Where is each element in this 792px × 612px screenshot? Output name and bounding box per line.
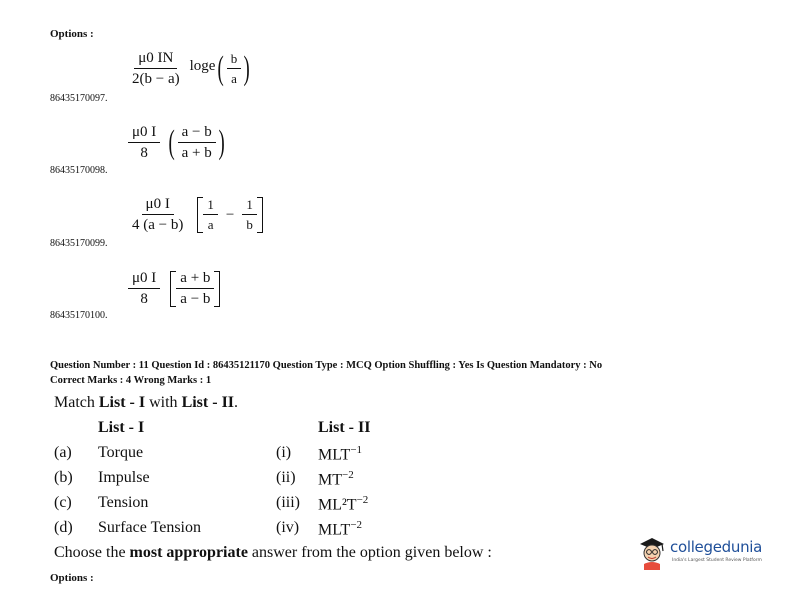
stem-text: Match — [54, 394, 99, 411]
stem-text: with — [145, 394, 182, 411]
right-paren: ) — [243, 50, 251, 87]
dim-base: MLT — [318, 446, 351, 464]
right-bracket — [214, 271, 220, 307]
choose-text: answer from the option given below : — [247, 544, 492, 561]
term-2-denominator: b — [246, 217, 253, 232]
inner-fraction — [227, 51, 242, 87]
numerator: μ0 I — [128, 270, 160, 289]
option-2-expression — [128, 124, 227, 162]
row-dimension — [318, 494, 368, 514]
fraction — [128, 124, 160, 162]
numerator: μ0 I — [142, 196, 174, 215]
row-label: (b) — [54, 469, 73, 486]
term-2-numerator: 1 — [242, 197, 257, 215]
right-paren: ) — [218, 124, 225, 161]
numerator: μ0 IN — [134, 50, 177, 69]
option-id: 86435170098. — [50, 165, 108, 176]
row-roman: (i) — [276, 444, 292, 461]
question-meta: Question Number : 11 Question Id : 86435121170 Question Type : MCQ Option Shuffling : Yes Is Question Mandatory : No — [50, 360, 603, 371]
option-id: 86435170099. — [50, 238, 108, 249]
term-1-fraction — [203, 197, 218, 233]
inner-fraction — [176, 270, 214, 308]
logo-tagline: India's Largest Student Review Platform — [672, 558, 762, 563]
row-label: (c) — [54, 494, 72, 511]
dim-exponent: −1 — [350, 444, 363, 456]
dim-base: ML²T — [318, 496, 357, 514]
inner-denominator: a − b — [180, 291, 211, 307]
row-item: Tension — [98, 494, 149, 511]
collegedunia-logo — [636, 532, 766, 572]
choose-text: Choose the — [54, 544, 130, 561]
row-item: Surface Tension — [98, 519, 201, 536]
options-label-bottom: Options : — [50, 572, 94, 584]
right-bracket — [257, 197, 263, 233]
logo-wordmark: collegedunia — [670, 538, 763, 556]
denominator: 8 — [140, 145, 148, 161]
inner-denominator: a — [231, 71, 237, 86]
fraction — [128, 196, 187, 234]
question-marks: Correct Marks : 4 Wrong Marks : 1 — [50, 375, 212, 386]
stem-text: . — [234, 394, 239, 411]
row-item: Torque — [98, 444, 144, 461]
row-label: (d) — [54, 519, 73, 536]
row-item: Impulse — [98, 469, 150, 486]
stem-list2: List - II — [181, 394, 235, 411]
stem-list1: List - I — [98, 394, 146, 411]
mascot-icon — [636, 534, 668, 570]
row-roman: (iii) — [276, 494, 300, 511]
question-stem — [54, 394, 238, 412]
fraction — [128, 270, 160, 308]
left-paren: ( — [168, 124, 176, 161]
inner-denominator: a + b — [181, 145, 212, 161]
dim-exponent: −2 — [342, 469, 354, 481]
row-dimension — [318, 469, 354, 489]
options-label-top: Options : — [50, 28, 94, 40]
denominator: 4 (a − b) — [132, 217, 184, 233]
dim-exponent: −2 — [350, 519, 363, 531]
term-1-numerator: 1 — [203, 197, 218, 215]
term-1-denominator: a — [207, 217, 214, 232]
row-dimension — [318, 444, 362, 464]
inner-fraction — [178, 124, 216, 162]
inner-numerator: b — [227, 51, 242, 69]
inner-numerator: a + b — [176, 270, 214, 289]
option-1-expression — [128, 50, 253, 88]
term-2-fraction — [242, 197, 257, 233]
list1-header: List - I — [98, 419, 145, 436]
row-label: (a) — [54, 444, 72, 461]
option-id: 86435170097. — [50, 93, 108, 104]
list2-header: List - II — [318, 419, 371, 436]
dim-exponent: −2 — [356, 494, 369, 506]
denominator: 8 — [140, 291, 148, 307]
option-id: 86435170100. — [50, 310, 108, 321]
row-roman: (ii) — [276, 469, 296, 486]
inner-numerator: a − b — [178, 124, 216, 143]
log-function: loge — [189, 57, 216, 74]
choose-emphasis: most appropriate — [129, 544, 248, 561]
option-4-expression — [128, 270, 220, 308]
row-dimension — [318, 519, 362, 539]
numerator: μ0 I — [128, 124, 160, 143]
choose-instruction — [54, 544, 492, 562]
fraction — [128, 50, 184, 88]
dim-base: MLT — [318, 521, 351, 539]
row-roman: (iv) — [276, 519, 300, 536]
option-3-expression — [128, 196, 263, 234]
denominator: 2(b − a) — [132, 71, 180, 87]
minus-sign: − — [225, 206, 235, 223]
left-paren: ( — [217, 50, 225, 87]
dim-base: MT — [318, 471, 342, 489]
